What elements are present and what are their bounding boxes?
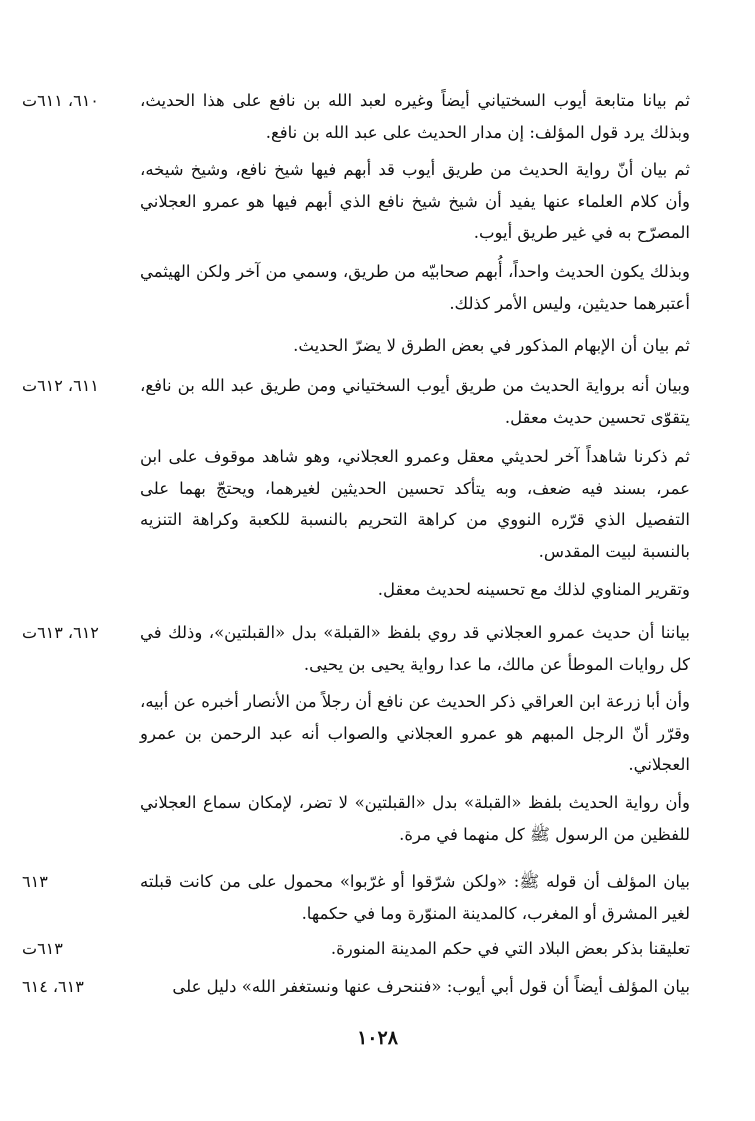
page-reference: ٦١٣، ٦١٤	[22, 977, 84, 996]
entry-text: ثم بيانا متابعة أيوب السختياني أيضاً وغيره لعبد الله بن نافع على هذا الحديث، وبذلك يرد قول المؤلف: إن مدار الحديث على عبد الله بن نافع.	[140, 91, 690, 142]
page-number: ١٠٢٨	[357, 1027, 398, 1049]
entry-text: تعليقنا بذكر بعض البلاد التي في حكم المدينة المنورة.	[330, 939, 690, 958]
page-reference: ٦١٢، ٦١٣ت	[22, 623, 99, 642]
entry-text: ثم بيان أنّ رواية الحديث من طريق أيوب قد أبهم فيها شيخ نافع، وشيخ شيخه، وأن كلام العلماء عنها يفيد أن شيخ شيخ نافع الذي أبهم فيها هو عمرو العجلاني المصرّح به في غير طريق أيوب.	[140, 160, 690, 242]
entry-text: بياننا أن حديث عمرو العجلاني قد روي بلفظ «القبلة» بدل «القبلتين»، وذلك في كل روايات الموطأ عن مالك، ما عدا رواية يحيى بن يحيى.	[140, 623, 690, 674]
entry-text: بيان المؤلف أيضاً أن قول أبي أيوب: «فننحرف عنها ونستغفر الله» دليل على	[172, 977, 690, 996]
entry-text: وبذلك يكون الحديث واحداً، أُبهم صحابيّه من طريق، وسمي من آخر ولكن الهيثمي أعتبرهما حديثين، وليس الأمر كذلك.	[140, 262, 690, 313]
entry-text: وتقرير المناوي لذلك مع تحسينه لحديث معقل.	[377, 580, 690, 599]
entry-text: ثم ذكرنا شاهداً آخر لحديثي معقل وعمرو العجلاني، وهو شاهد موقوف على ابن عمر، بسند فيه ضعف، وبه يتأكد تحسين الحديثين لغيرهما، ويحتجّ بهما على التفصيل الذي قرّره النووي من كراهة التحريم بالنسبة للكعبة وكراهة التنزيه بالنسبة لبيت المقدس.	[140, 447, 690, 561]
entry-text: وأن أبا زرعة ابن العراقي ذكر الحديث عن نافع أن رجلاً من الأنصار أخبره عن أبيه، وقرّر أنّ الرجل المبهم هو عمرو العجلاني والصواب أنه عبد الرحمن بن عمرو العجلاني.	[140, 692, 690, 774]
entry-text: وبيان أنه برواية الحديث من طريق أيوب السختياني ومن طريق عبد الله بن نافع، يتقوّى تحسين حديث معقل.	[140, 376, 690, 427]
page-reference: ٦١١، ٦١٢ت	[22, 376, 99, 395]
entry-text: بيان المؤلف أن قوله ﷺ: «ولكن شرّقوا أو غرّبوا» محمول على من كانت قبلته لغير المشرق أو المغرب، كالمدينة المنوّرة وما في حكمها.	[140, 872, 690, 923]
entry-text: ثم بيان أن الإبهام المذكور في بعض الطرق لا يضرّ الحديث.	[293, 336, 690, 355]
entry-text: وأن رواية الحديث بلفظ «القبلة» بدل «القبلتين» لا تضر، لإمكان سماع العجلاني للفظين من الرسول ﷺ كل منهما في مرة.	[140, 793, 690, 844]
page-reference: ٦١٣ت	[22, 939, 63, 958]
page-reference: ٦١٣	[22, 872, 48, 891]
page-reference: ٦١٠، ٦١١ت	[22, 91, 99, 110]
